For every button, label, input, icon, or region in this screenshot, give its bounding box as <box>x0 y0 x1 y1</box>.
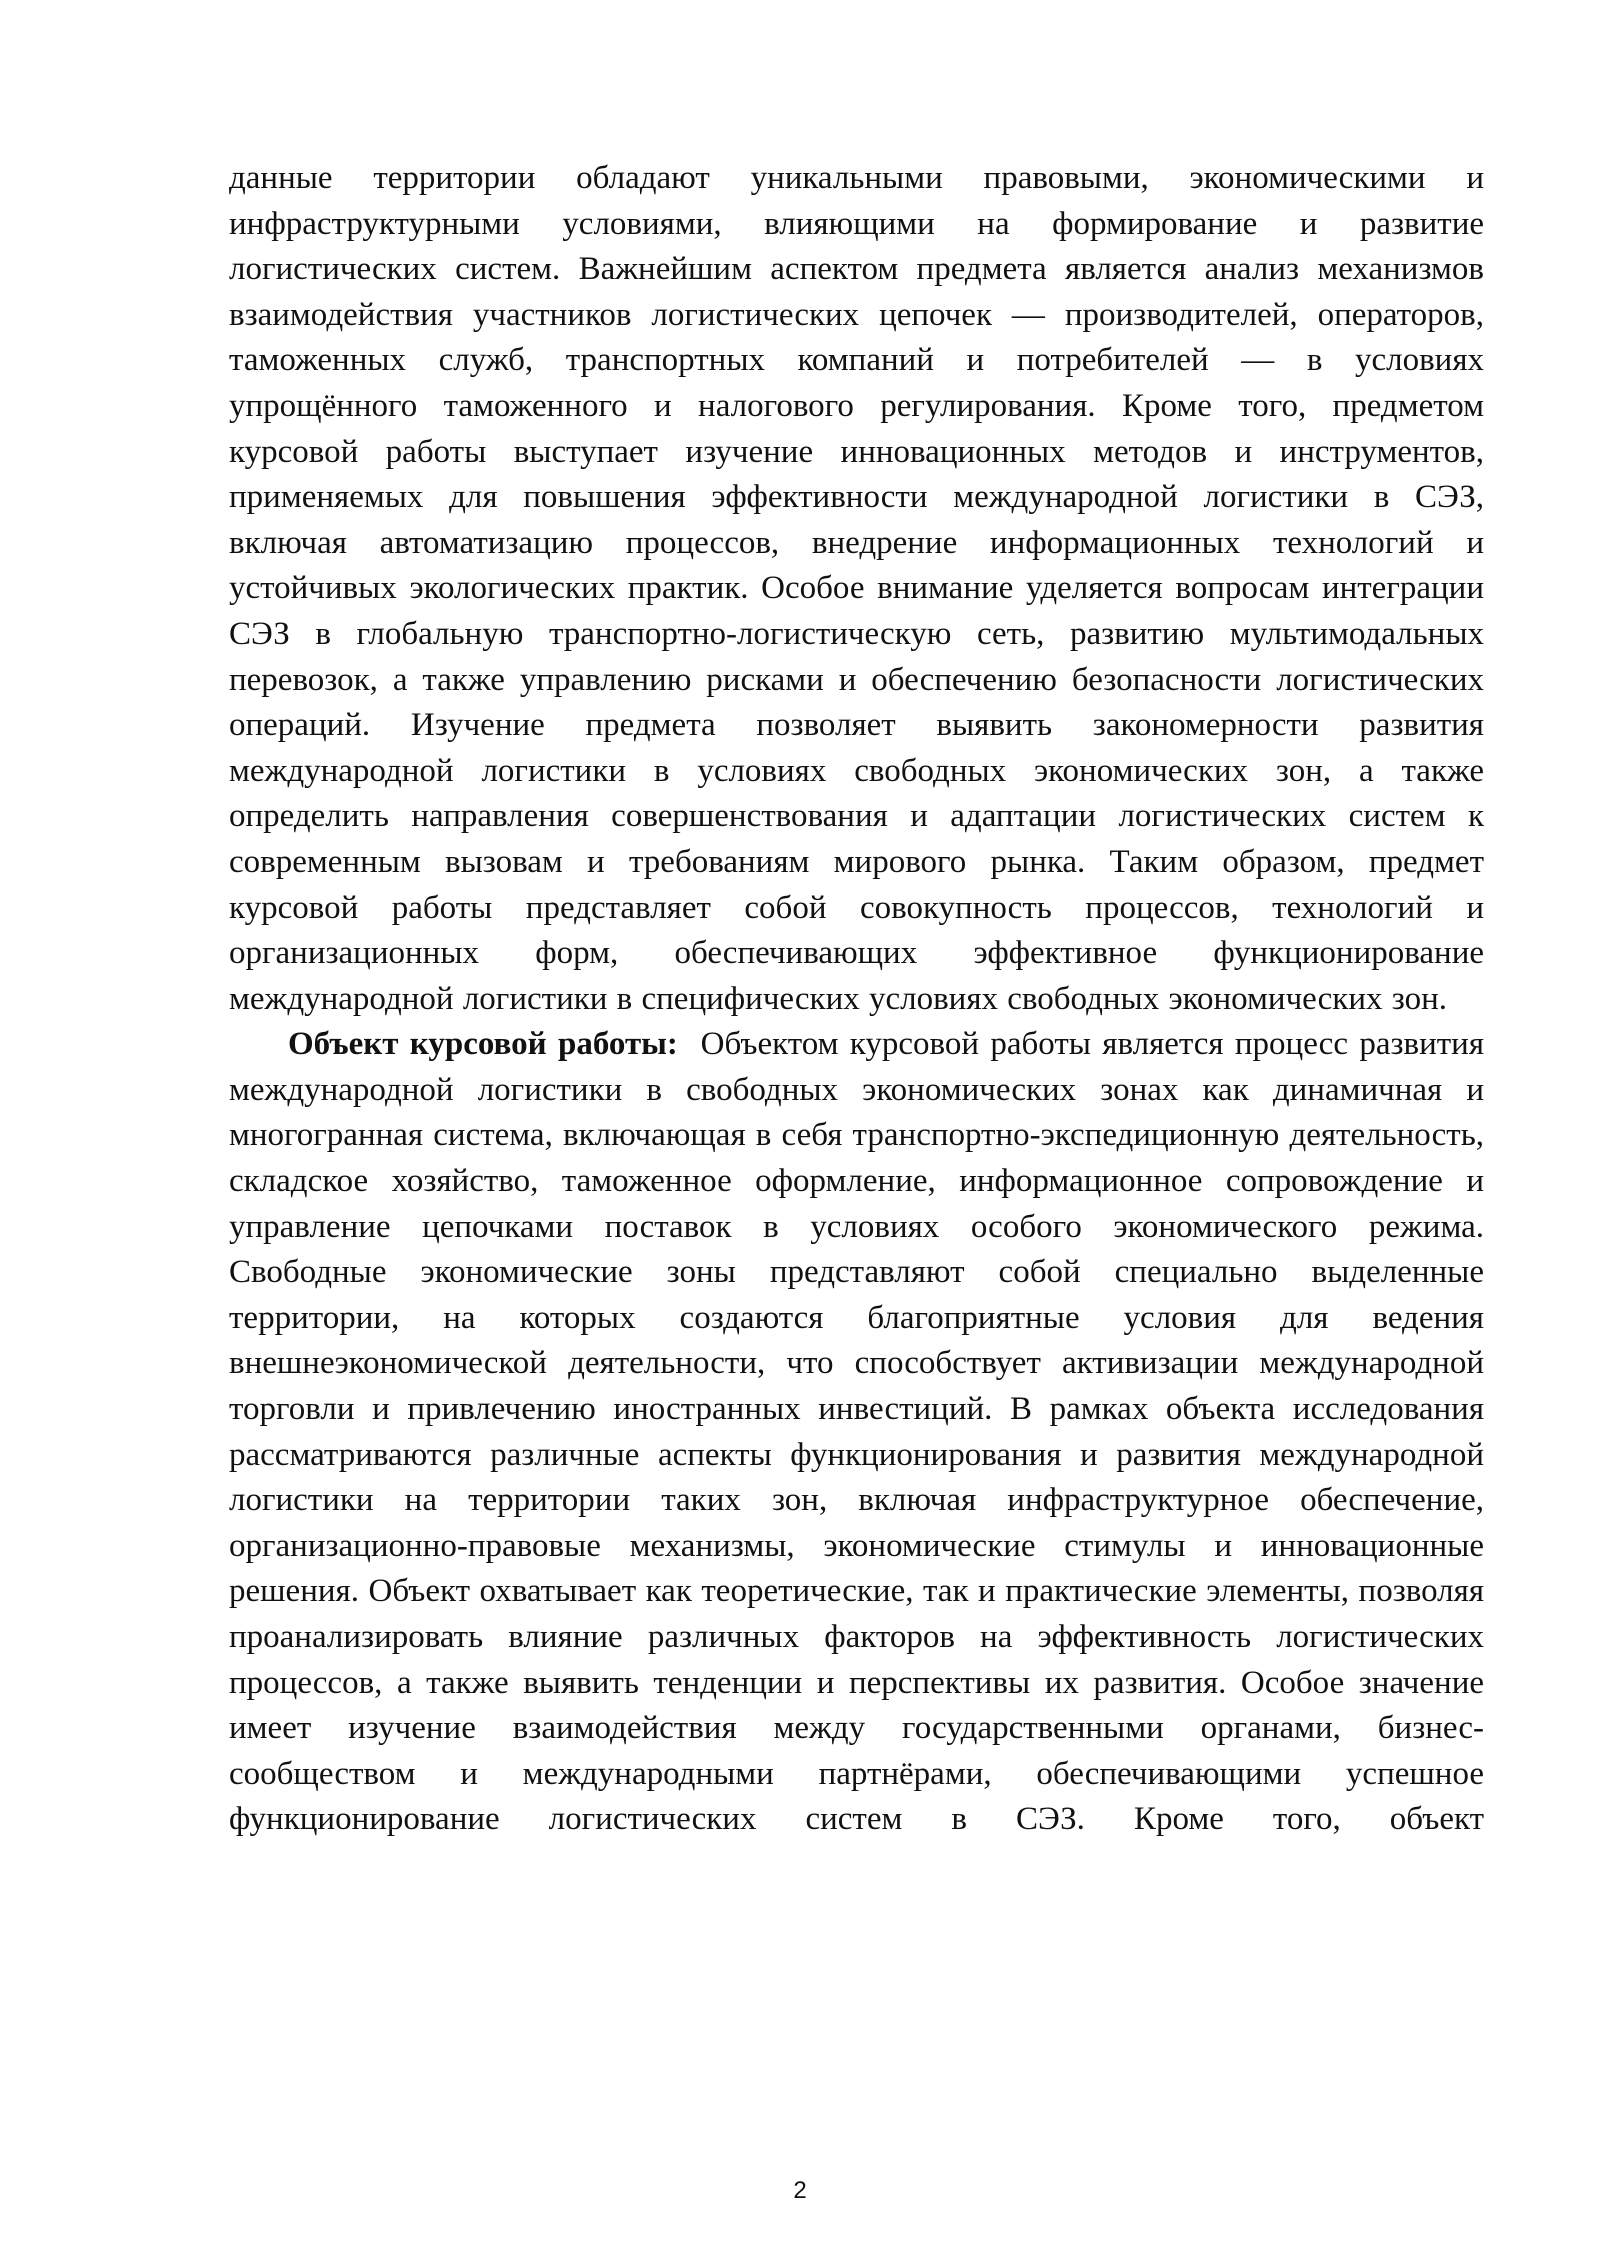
paragraph-subject-continued: данные территории обладают уникальными правовыми, экономическими и инфраструктурными условиями, влияющими на формирование и развитие логистических систем. Важнейшим аспектом предмета является анализ механизмов взаимодействия участников логистических цепочек — производителей, операторов, таможенных служб, транспортных компаний и потребителей — в условиях упрощённого таможенного и налогового регулирования. Кроме того, предметом курсовой работы выступает изучение инновационных методов и инструментов, применяемых для повышения эффективности международной логистики в СЭЗ, включая автоматизацию процессов, внедрение информационных технологий и устойчивых экологических практик. Особое внимание уделяется вопросам интеграции СЭЗ в глобальную транспортно-логистическую сеть, развитию мультимодальных перевозок, а также управлению рисками и обеспечению безопасности логистических операций. Изучение предмета позволяет выявить закономерности развития международной логистики в условиях свободных экономических зон, а также определить направления совершенствования и адаптации логистических систем к современным вызовам и требованиям мирового рынка. Таким образом, предмет курсовой работы представляет собой совокупность процессов, технологий и организационных форм, обеспечивающих эффективное функционирование международной логистики в специфических условиях свободных экономических зон. <box>229 160 1484 1017</box>
paragraph-object <box>229 1022 1484 1843</box>
body-text <box>229 156 1484 1843</box>
page-number: 2 <box>793 2177 807 2204</box>
object-heading: Объект курсовой работы: <box>288 1026 678 1063</box>
object-text: Объектом курсовой работы является процесс развития международной логистики в свободных экономических зонах как динамичная и многогранная система, включающая в себя транспортно-экспедиционную деятельность, складское хозяйство, таможенное оформление, информационное сопровождение и управление цепочками поставок в условиях особого экономического режима. Свободные экономические зоны представляют собой специально выделенные территории, на которых создаются благоприятные условия для ведения внешнеэкономической деятельности, что способствует активизации международной торговли и привлечению иностранных инвестиций. В рамках объекта исследования рассматриваются различные аспекты функционирования и развития международной логистики на территории таких зон, включая инфраструктурное обеспечение, организационно-правовые механизмы, экономические стимулы и инновационные решения. Объект охватывает как теоретические, так и практические элементы, позволяя проанализировать влияние различных факторов на эффективность логистических процессов, а также выявить тенденции и перспективы их развития. Особое значение имеет изучение взаимодействия между государственными органами, бизнес-сообществом и международными партнёрами, обеспечивающими успешное функционирование логистических систем в СЭЗ. Кроме того, объект <box>229 1026 1485 1838</box>
